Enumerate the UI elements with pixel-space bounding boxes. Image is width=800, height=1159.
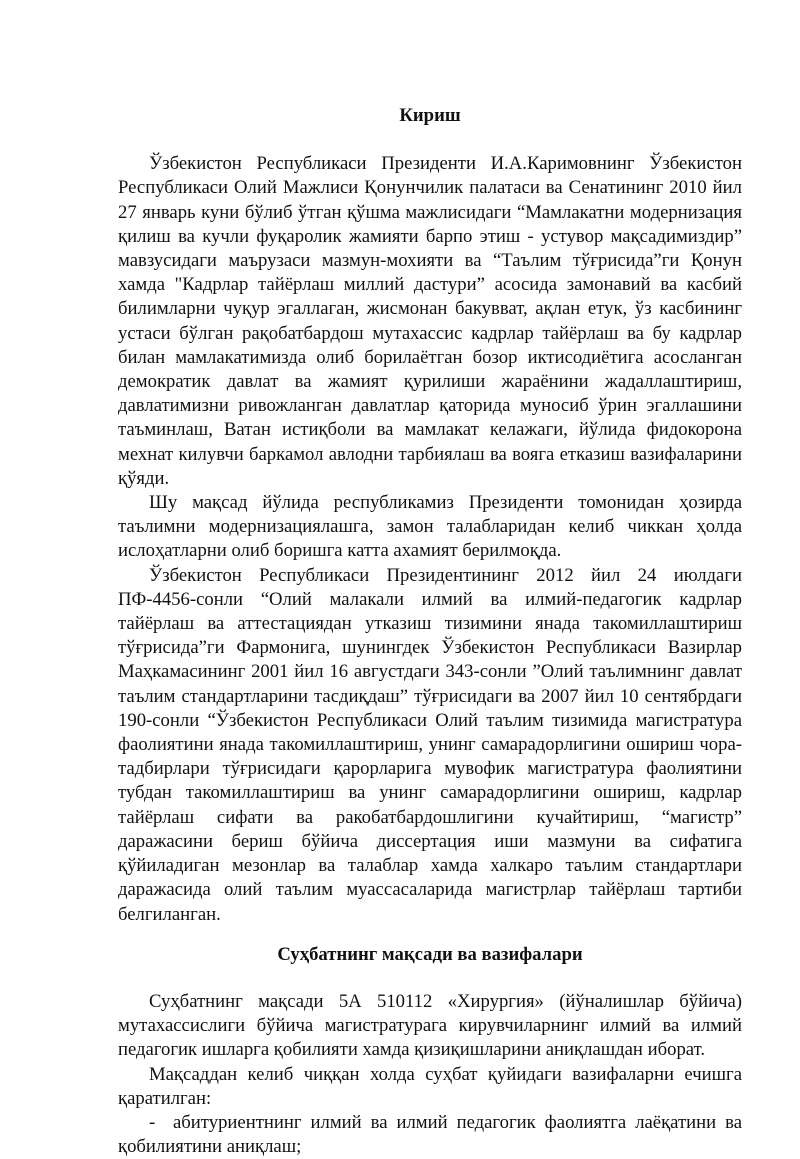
list-item-text: абитуриентнинг илмий ва илмий педагогик фаолиятга лаёқатини ва қобилиятини аниқлаш; [118, 1111, 742, 1158]
list-dash: - [149, 1111, 156, 1133]
section-heading-goals: Суҳбатнинг мақсади ва вазифалари [277, 943, 583, 965]
section-heading-intro: Кириш [399, 105, 461, 126]
paragraph-goals-1: Суҳбатнинг мақсади 5А 510112 «Хирургия» (йўналишлар бўйича) мутахассислиги бўйича магистратурага кирувчиларнинг илмий ва илмий педагогик ишларга қобилияти хамда қизиқишларини аниқлашдан иборат. [118, 990, 742, 1061]
paragraph-intro-2: Шу мақсад йўлида республикамиз Президенти томонидан ҳозирда таълимни модернизациялашга, замон талабларидан келиб чиккан ҳолда ислоҳатларни олиб боришга катта ахамият берилмоқда. [118, 492, 742, 562]
paragraph-intro-3: Ўзбекистон Республикаси Президентининг 2012 йил 24 июлдаги ПФ-4456-сонли “Олий малакали илмий ва илмий-педагогик кадрлар тайёрлаш ва аттестациядан утказиш тизимини янада такомиллаштириш тўғрисида”ги Фармонига, шунингдек Ўзбекистон Республикаси Вазирлар Маҳкамасининг 2001 йил 16 августдаги 343-сонли ”Олий таълимнинг давлат таълим стандартларини тасдиқдаш” тўғрисидаги ва 2007 йил 10 сентябрдаги 190-сонли “Ўзбекистон Республикаси Олий таълим тизимида магистратура фаолиятини янада такомиллаштириш, унинг самарадорлигини ошириш чора-тадбирлари тўғрисидаги қарорларига мувофик магистратура фаолиятини тубдан такомиллаштириш ва унинг самарадорлигини ошириш, кадрлар тайёрлаш сифати ва ракобатбардошлигини кучайтириш, “магистр” даражасини бериш бўйича диссертация иши мазмуни ва сифатига қўйиладиган мезонлар ва талаблар хамда халкаро таълим стандартлари даражасида олий таълим муассасаларида магистрлар тайёрлаш тартиби белгиланган. [118, 564, 742, 925]
document-page [118, 100, 742, 1159]
list-item [118, 1111, 742, 1159]
paragraph-goals-2: Мақсаддан келиб чиққан холда суҳбат қуйидаги вазифаларни ечишга қаратилган: [118, 1063, 742, 1109]
paragraph-intro-1: Ўзбекистон Республикаси Президенти И.А.Каримовнинг Ўзбекистон Республикаси Олий Мажлиси Қонунчилик палатаси ва Сенатининг 2010 йил 27 январь куни бўлиб ўтган қўшма мажлисидаги “Мамлакатни модернизация қилиш ва кучли фуқаролик жамияти барпо этиш - устувор мақсадимиздир” мавзусидаги маърузаси мазмун-мохияти ва “Таълим тўғрисида”ги Қонун хамда "Кадрлар тайёрлаш миллий дастури” асосида замонавий ва касбий билимларни чуқур эгаллаган, жисмонан бакувват, ақлан етук, ўз касбининг устаси бўлган рақобатбардош мутахассис кадрлар тайёрлаш ва бу кадрлар билан мамлакатимизда олиб борилаётган бозор иктисодиётига асосланган демократик давлат ва жамият қурилиши жараёнини жадаллаштириш, давлатимизни ривожланган давлатлар қаторида муносиб ўрин эгаллашини таъминлаш, Ватан истиқболи ва мамлакат келажаги, йўлида фидокорона мехнат килувчи баркамол авлодни тарбиялаш ва вояга етказиш вазифаларини қўяди. [118, 153, 742, 489]
